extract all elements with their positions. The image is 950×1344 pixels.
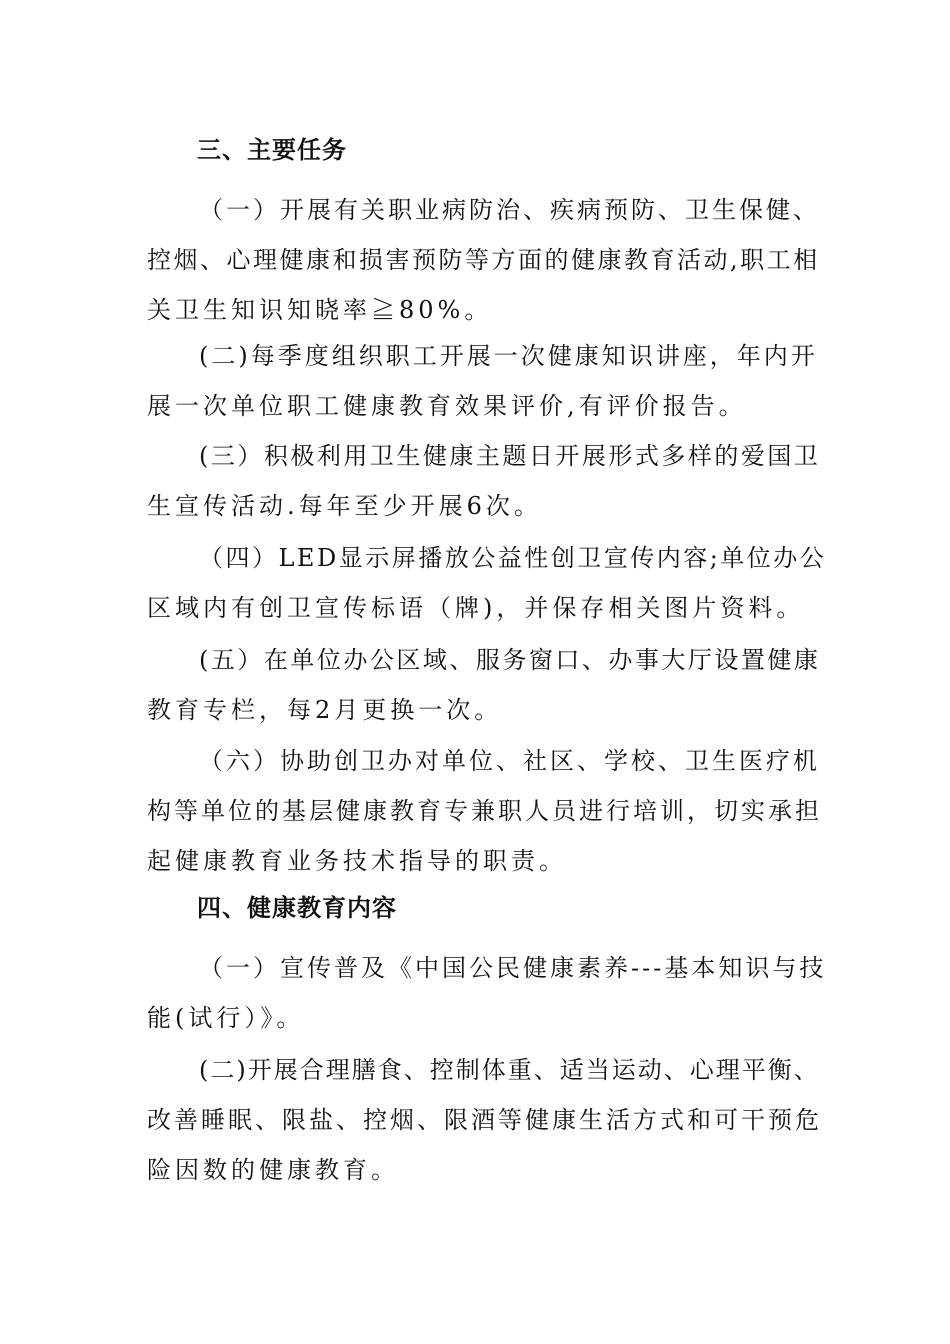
paragraph-line: (二)每季度组织职工开展一次健康知识讲座，年内开 bbox=[199, 342, 818, 370]
paragraph-line: （四）LED显示屏播放公益性创卫宣传内容;单位办公 bbox=[199, 544, 827, 572]
paragraph-line: （六）协助创卫办对单位、社区、学校、卫生医疗机 bbox=[199, 747, 820, 775]
paragraph-line: 控烟、心理健康和损害预防等方面的健康教育活动,职工相 bbox=[147, 246, 820, 274]
paragraph-line: (二)开展合理膳食、控制体重、适当运动、心理平衡、 bbox=[199, 1056, 820, 1084]
paragraph-task-1 bbox=[147, 195, 827, 345]
paragraph-line: 改善睡眠、限盐、控烟、限酒等健康生活方式和可干预危 bbox=[147, 1106, 822, 1134]
paragraph-content-2 bbox=[147, 1055, 827, 1205]
section-heading-health-education-content: 四、健康教育内容 bbox=[197, 894, 397, 922]
paragraph-line: 构等单位的基层健康教育专兼职人员进行培训，切实承担 bbox=[147, 797, 822, 825]
paragraph-line: (三）积极利用卫生健康主题日开展形式多样的爱国卫 bbox=[199, 442, 821, 470]
paragraph-task-3 bbox=[147, 441, 827, 541]
paragraph-task-5 bbox=[147, 645, 827, 745]
paragraph-content-1 bbox=[147, 953, 827, 1053]
paragraph-line: (五）在单位办公区域、服务窗口、办事大厅设置健康 bbox=[199, 646, 821, 674]
paragraph-line: 起健康教育业务技术指导的职责。 bbox=[147, 847, 567, 875]
paragraph-line: 能(试行）》。 bbox=[147, 1004, 305, 1032]
paragraph-line: （一）开展有关职业病防治、疾病预防、卫生保健、 bbox=[199, 196, 820, 224]
paragraph-line: 生宣传活动.每年至少开展6次。 bbox=[147, 492, 542, 520]
paragraph-line: 展一次单位职工健康教育效果评价,有评价报告。 bbox=[147, 392, 747, 420]
paragraph-task-4 bbox=[147, 543, 827, 643]
paragraph-task-2 bbox=[147, 341, 827, 441]
paragraph-line: （一）宣传普及《中国公民健康素养---基本知识与技 bbox=[199, 954, 827, 982]
paragraph-line: 关卫生知识知晓率≧80%。 bbox=[147, 296, 493, 324]
paragraph-line: 区域内有创卫宣传标语（牌)，并保存相关图片资料。 bbox=[147, 594, 805, 622]
paragraph-task-6 bbox=[147, 746, 827, 896]
paragraph-line: 险因数的健康教育。 bbox=[147, 1156, 399, 1184]
paragraph-line: 教育专栏，每2月更换一次。 bbox=[147, 696, 503, 724]
section-heading-main-tasks: 三、主要任务 bbox=[197, 136, 347, 164]
